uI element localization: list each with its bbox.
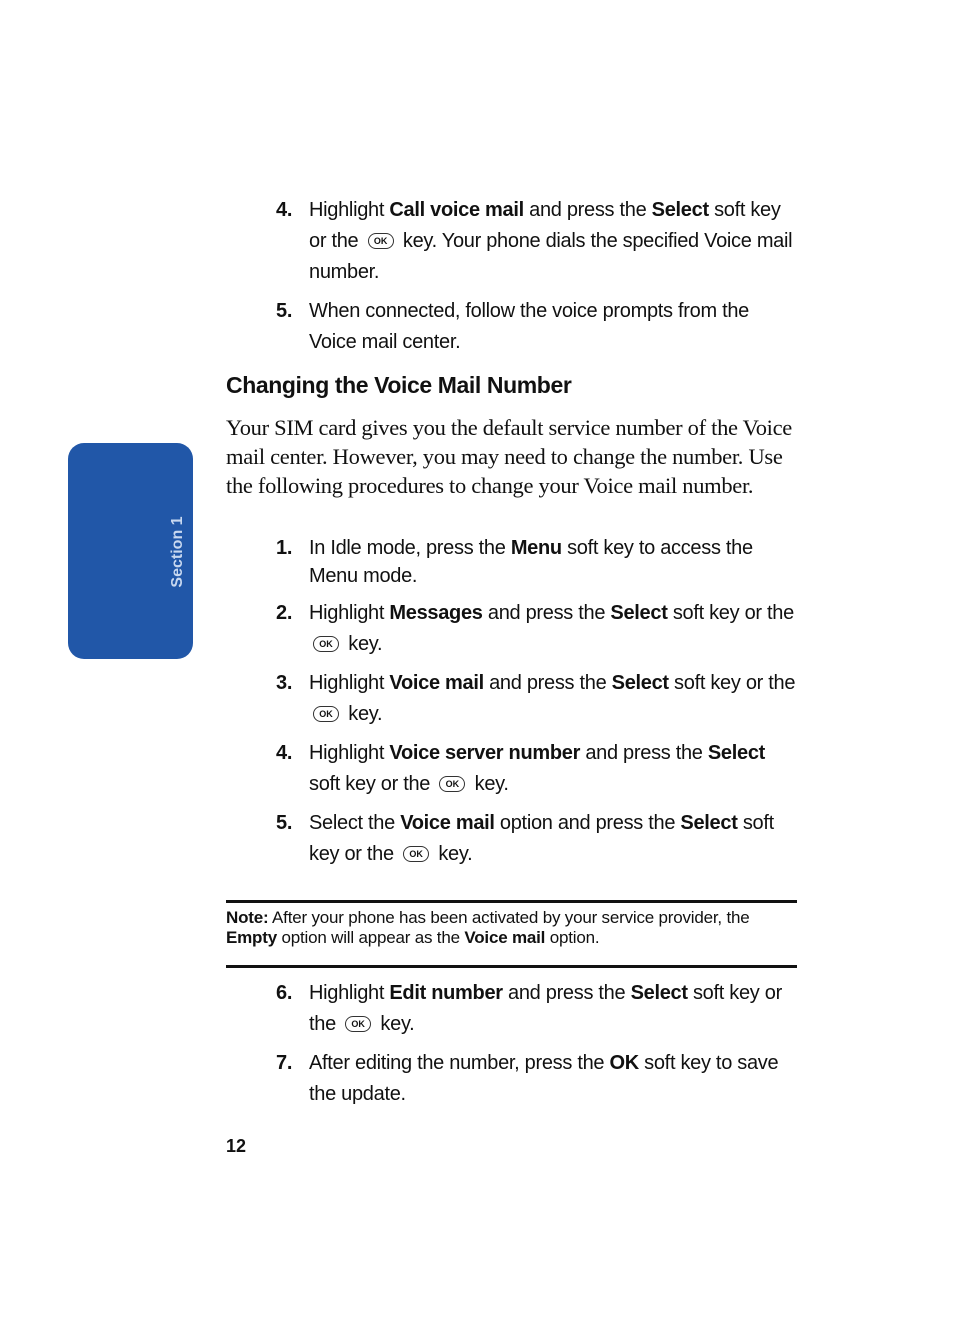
text-run: soft key to save the update. — [309, 1052, 779, 1105]
step-number: 4. — [276, 742, 293, 764]
step-text — [309, 978, 799, 1040]
note-bottom-rule — [226, 965, 797, 968]
text-run: soft key or the — [668, 672, 796, 694]
bold-term: Messages — [389, 602, 483, 624]
text-run: In Idle mode, press the — [309, 537, 511, 559]
text-run: option will appear as the — [276, 928, 465, 947]
ok-key-icon — [345, 1016, 371, 1032]
ok-key-label: OK — [409, 849, 423, 859]
text-run: and press the — [502, 982, 631, 1004]
ok-key-icon — [313, 706, 339, 722]
text-run: Highlight — [309, 982, 390, 1004]
bold-term: Empty — [226, 928, 277, 947]
ok-key-icon — [403, 846, 429, 862]
text-run: soft key or the — [309, 773, 436, 795]
note — [226, 908, 797, 948]
ok-key-label: OK — [319, 639, 333, 649]
text-run: and press the — [523, 199, 652, 221]
text-run: Highlight — [309, 742, 390, 764]
step-number: 2. — [276, 602, 293, 624]
step-text — [309, 738, 799, 800]
step-text — [309, 296, 799, 358]
text-run: key. Your phone dials the specified Voice mail number. — [309, 230, 793, 283]
step-number: 7. — [276, 1052, 293, 1074]
text-run: soft key or the — [309, 812, 774, 865]
bold-term: Menu — [510, 537, 562, 559]
bold-term: Voice mail — [400, 812, 495, 834]
step-number: 4. — [276, 199, 293, 221]
step-text — [309, 598, 799, 660]
note-label: Note: — [226, 908, 269, 927]
text-run: key. — [343, 633, 383, 655]
step-text — [309, 1048, 799, 1110]
text-run: soft key to access the Menu mode. — [309, 537, 753, 587]
text-run: and press the — [580, 742, 708, 764]
ok-key-icon — [439, 776, 465, 792]
bold-term: Select — [611, 672, 669, 694]
step-number: 6. — [276, 982, 293, 1004]
ok-key-label: OK — [319, 709, 333, 719]
text-run: key. — [375, 1013, 415, 1035]
bold-term: Voice mail — [389, 672, 484, 694]
text-run: option and press the — [494, 812, 681, 834]
bold-term: Edit number — [389, 982, 503, 1004]
text-run: and press the — [483, 672, 612, 694]
text-run: Highlight — [309, 672, 390, 694]
bold-term: Select — [610, 602, 668, 624]
text-run: key. — [433, 843, 473, 865]
text-run: soft key or the — [667, 602, 794, 624]
text-run: soft key or the — [309, 199, 781, 252]
text-run: After your phone has been activated by your service provider, the — [268, 908, 750, 927]
bold-term: Select — [680, 812, 738, 834]
text-run: soft key or the — [309, 982, 782, 1035]
text-run: After editing the number, press the — [309, 1052, 610, 1074]
step-text — [309, 668, 799, 730]
text-run: When connected, follow the voice prompts from the Voice mail center. — [309, 300, 749, 353]
bold-term: Select — [651, 199, 709, 221]
step-number: 3. — [276, 672, 293, 694]
page-number: 12 — [226, 1136, 247, 1156]
ok-key-label: OK — [445, 779, 460, 789]
ok-key-label: OK — [373, 236, 388, 246]
bold-term: Voice server number — [389, 742, 581, 764]
bold-term: OK — [609, 1052, 639, 1074]
step-number: 5. — [276, 300, 293, 322]
intro-paragraph: Your SIM card gives you the default service number of the Voice mail center. However, you may need to change the number. Use the following procedures to change your Voice mail number. — [226, 415, 792, 498]
text-run: Select the — [309, 812, 401, 834]
bold-term: Call voice mail — [389, 199, 524, 221]
note-text — [226, 908, 750, 947]
text-run: key. — [469, 773, 509, 795]
text-run: Highlight — [309, 602, 390, 624]
step-number: 5. — [276, 812, 293, 834]
ok-key-icon — [368, 233, 394, 249]
step-text — [309, 534, 769, 590]
text-run: option. — [545, 928, 600, 947]
bold-term: Select — [630, 982, 688, 1004]
text-run: Highlight — [309, 199, 390, 221]
section-heading: Changing the Voice Mail Number — [226, 372, 572, 398]
step-number: 1. — [276, 537, 293, 559]
text-run: and press the — [482, 602, 611, 624]
section-tab-label: Section 1 — [169, 516, 186, 588]
text-run: key. — [343, 703, 383, 725]
ok-key-icon — [313, 636, 339, 652]
step-text — [309, 195, 799, 288]
note-top-rule — [226, 900, 797, 903]
step-text — [309, 808, 799, 870]
ok-key-label: OK — [351, 1019, 365, 1029]
bold-term: Select — [707, 742, 766, 764]
bold-term: Voice mail — [464, 928, 546, 947]
